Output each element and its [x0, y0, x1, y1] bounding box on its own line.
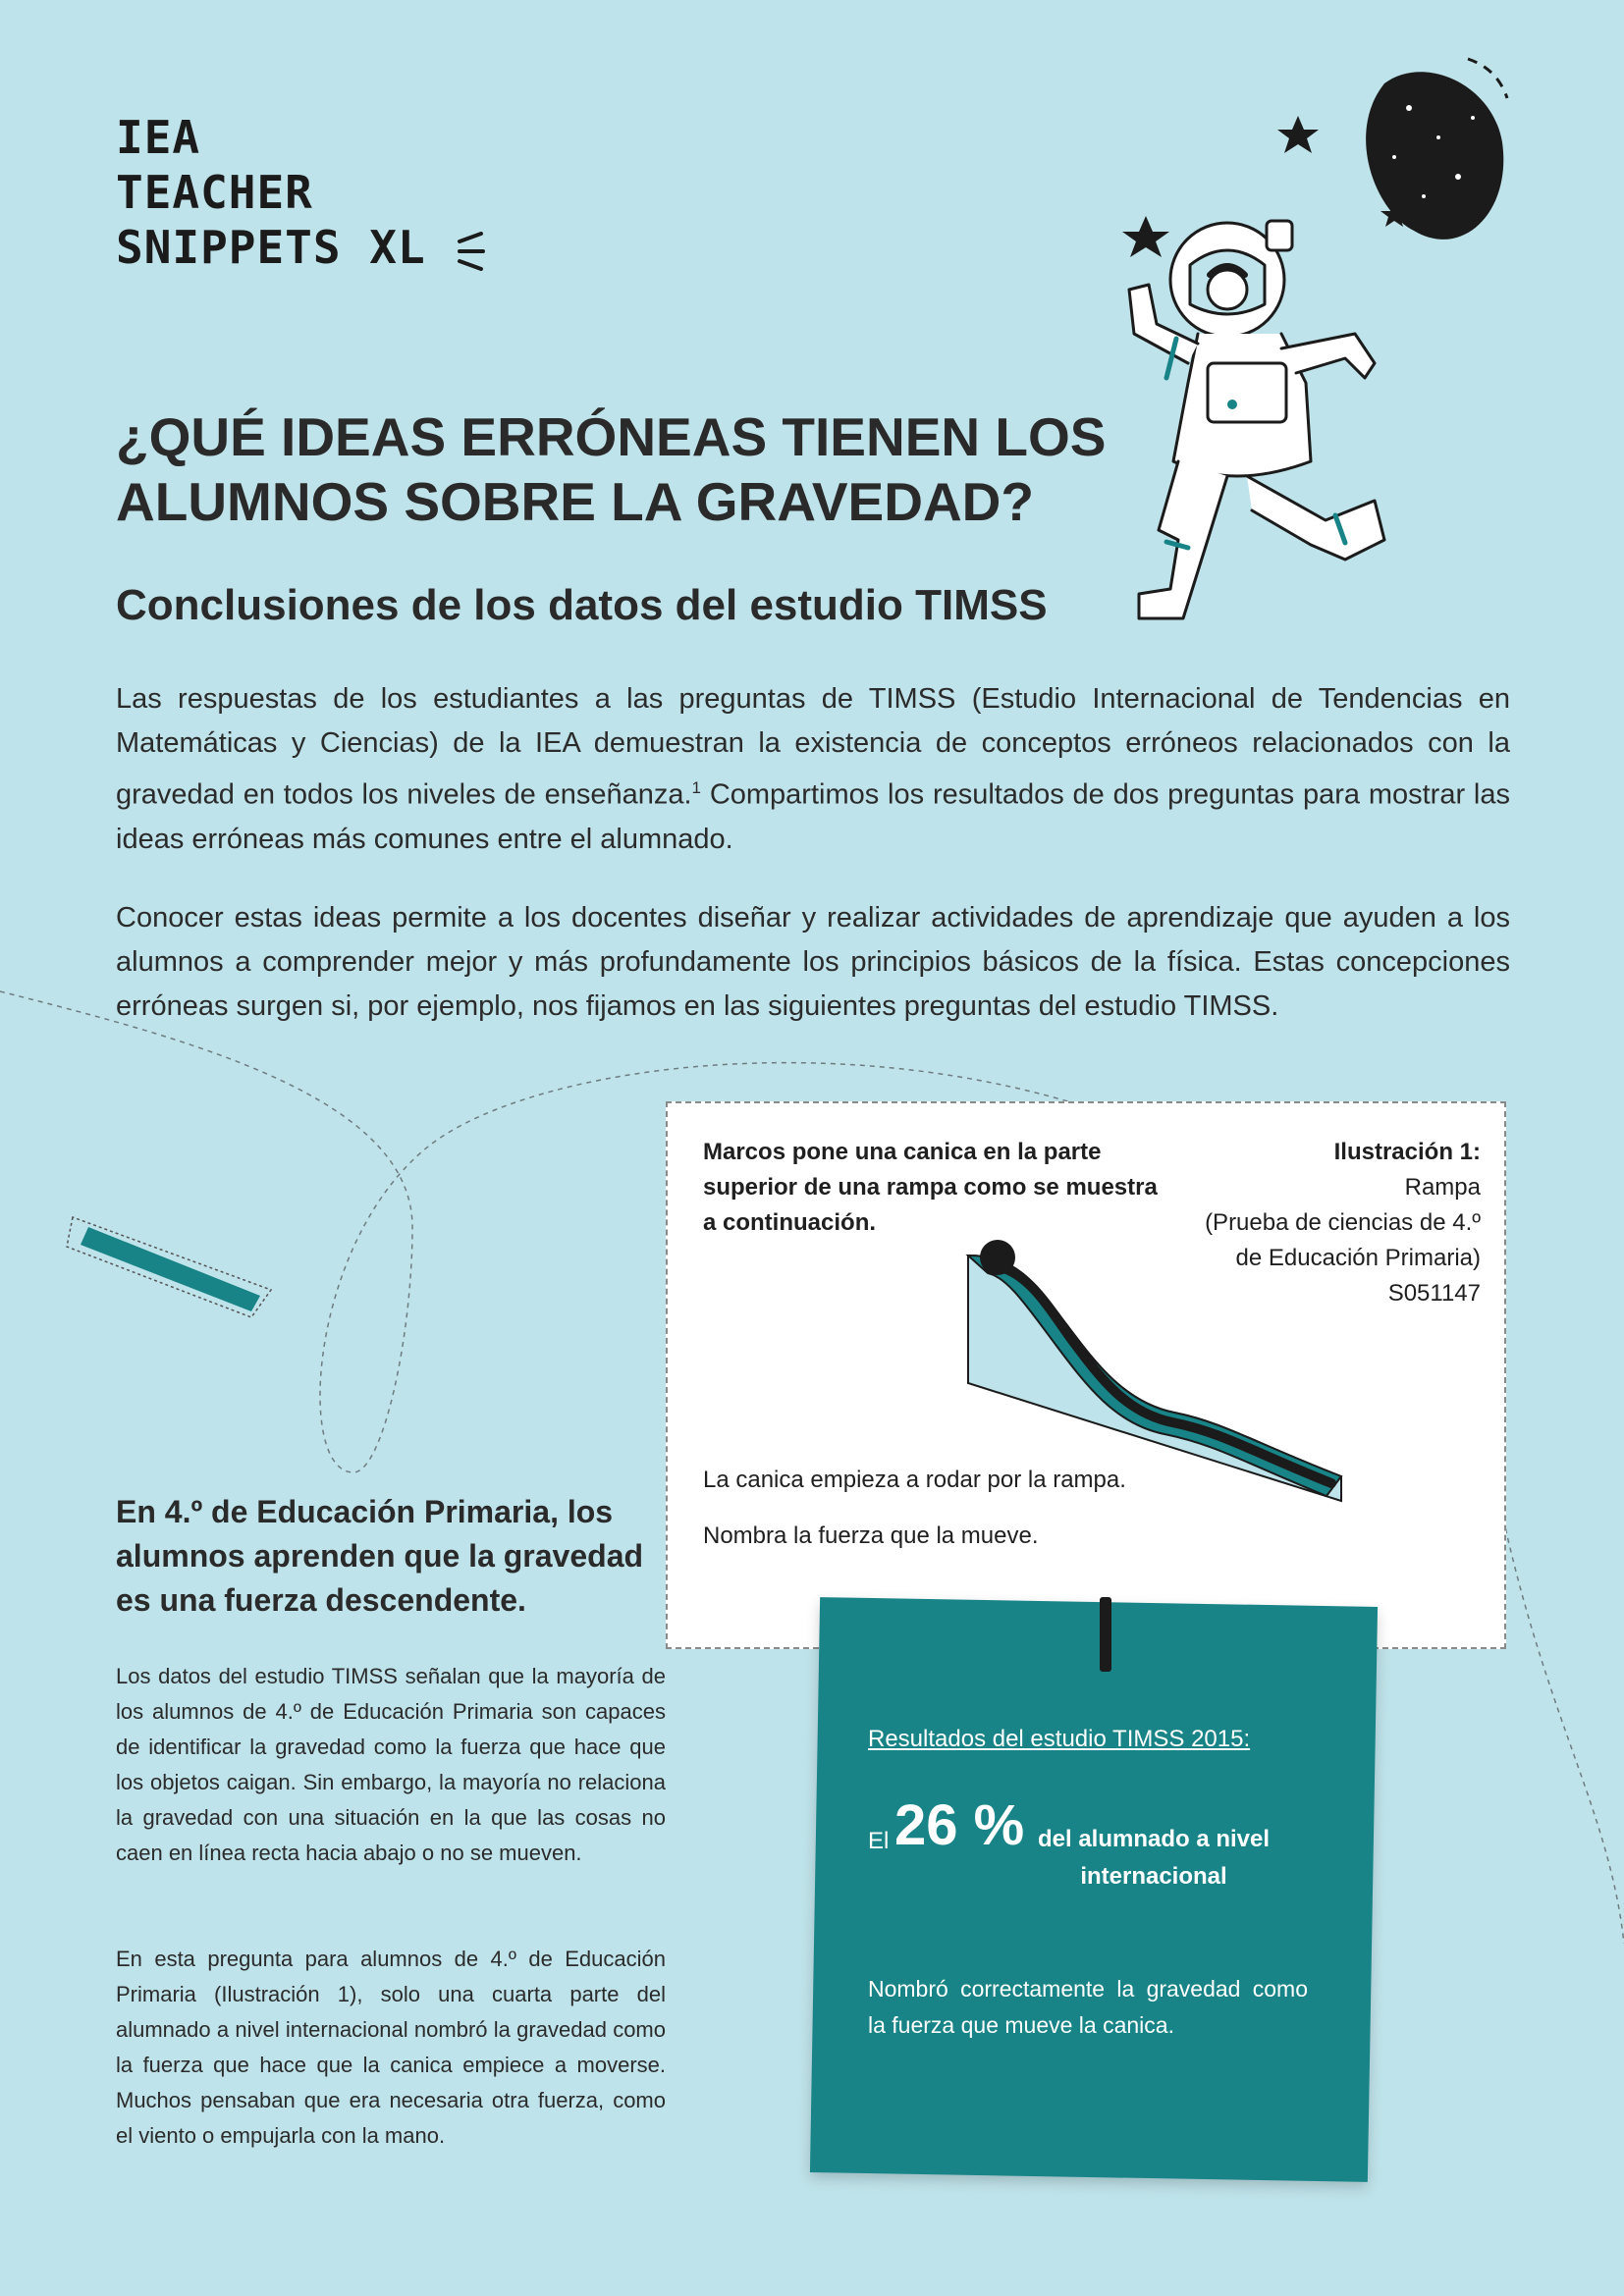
logo-sparkle-icon — [454, 232, 487, 271]
teal-wedge-decoration — [59, 1207, 295, 1364]
question-line-2: Nombra la fuerza que la mueve. — [703, 1522, 1039, 1549]
question-intro: Marcos pone una canica en la parte superior de una rampa como se muestra a continuación. — [703, 1139, 1158, 1236]
section-heading: En 4.º de Educación Primaria, los alumnos aprenden que la gravedad es una fuerza descendente. — [116, 1494, 644, 1618]
results-el: El — [868, 1828, 890, 1854]
results-footnote: Nombró correctamente la gravedad como la fuerza que mueve la canica. — [868, 1976, 1308, 2038]
results-percent: 26 % — [894, 1793, 1025, 1857]
intro-paragraph-2: Conocer estas ideas permite a los docentes diseñar y realizar actividades de aprendizaje que ayuden a los alumnos a comprender mejor y más profundamente los principios básicos de la física. Estas concepciones erróneas surgen si, por ejemplo, nos fijamos en las siguientes preguntas del estudio TIMSS. — [116, 902, 1510, 1022]
astronaut-illustration — [1080, 39, 1512, 638]
caption-title: Ilustración 1: — [1333, 1139, 1481, 1165]
page-title: ¿QUÉ IDEAS ERRÓNEAS TIENEN LOS ALUMNOS SOBRE LA GRAVEDAD? — [116, 406, 1107, 532]
caption-line: (Prueba de ciencias de 4.º — [1205, 1209, 1481, 1236]
star-icon — [1122, 216, 1169, 257]
pin-icon — [1100, 1597, 1111, 1672]
footnote-marker: 1 — [691, 778, 702, 797]
marble-icon — [980, 1240, 1015, 1275]
results-description: del alumnado a nivel internacional — [1037, 1826, 1271, 1890]
section-paragraph-2: En esta pregunta para alumnos de 4.º de Educación Primaria (Ilustración 1), solo una cuarta parte del alumnado a nivel internacional nombró la gravedad como la fuerza que hace que la canica empiece a moverse. Muchos pensaban que era necesaria otra fuerza, como el viento o empujarla con la mano. — [116, 1947, 666, 2148]
intro-paragraph-1: Las respuestas de los estudiantes a las preguntas de TIMSS (Estudio Internacional de Tendencias en Matemáticas y Ciencias) de la IEA demuestran la existencia de conceptos erróneos relacionados con la gravedad en todos los niveles de enseñanza.$^1$ Compartimos los resultados de dos preguntas para mostrar las ideas erróneas más comunes entre el alumnado. — [116, 683, 1510, 855]
question-line-1: La canica empieza a rodar por la rampa. — [703, 1467, 1126, 1493]
page-subtitle: Conclusiones de los datos del estudio TIMSS — [116, 581, 1048, 629]
star-icon — [1277, 116, 1319, 153]
iea-teacher-snippets-logo: IEA TEACHER SNIPPETS XL — [116, 110, 487, 275]
caption-line: S051147 — [1387, 1280, 1481, 1307]
caption-line: Rampa — [1404, 1174, 1481, 1201]
section-paragraph-1: Los datos del estudio TIMSS señalan que la mayoría de los alumnos de 4.º de Educación Primaria son capaces de identificar la gravedad como la fuerza que hace que los objetos caigan. Sin embargo, la mayoría no relaciona la gravedad con una situación en la que las cosas no caen en línea recta hacia abajo o no se mueven. — [116, 1664, 666, 1865]
results-heading: Resultados del estudio TIMSS 2015: — [868, 1726, 1251, 1752]
question-box — [666, 1101, 1506, 1649]
caption-line: de Educación Primaria) — [1235, 1245, 1481, 1271]
